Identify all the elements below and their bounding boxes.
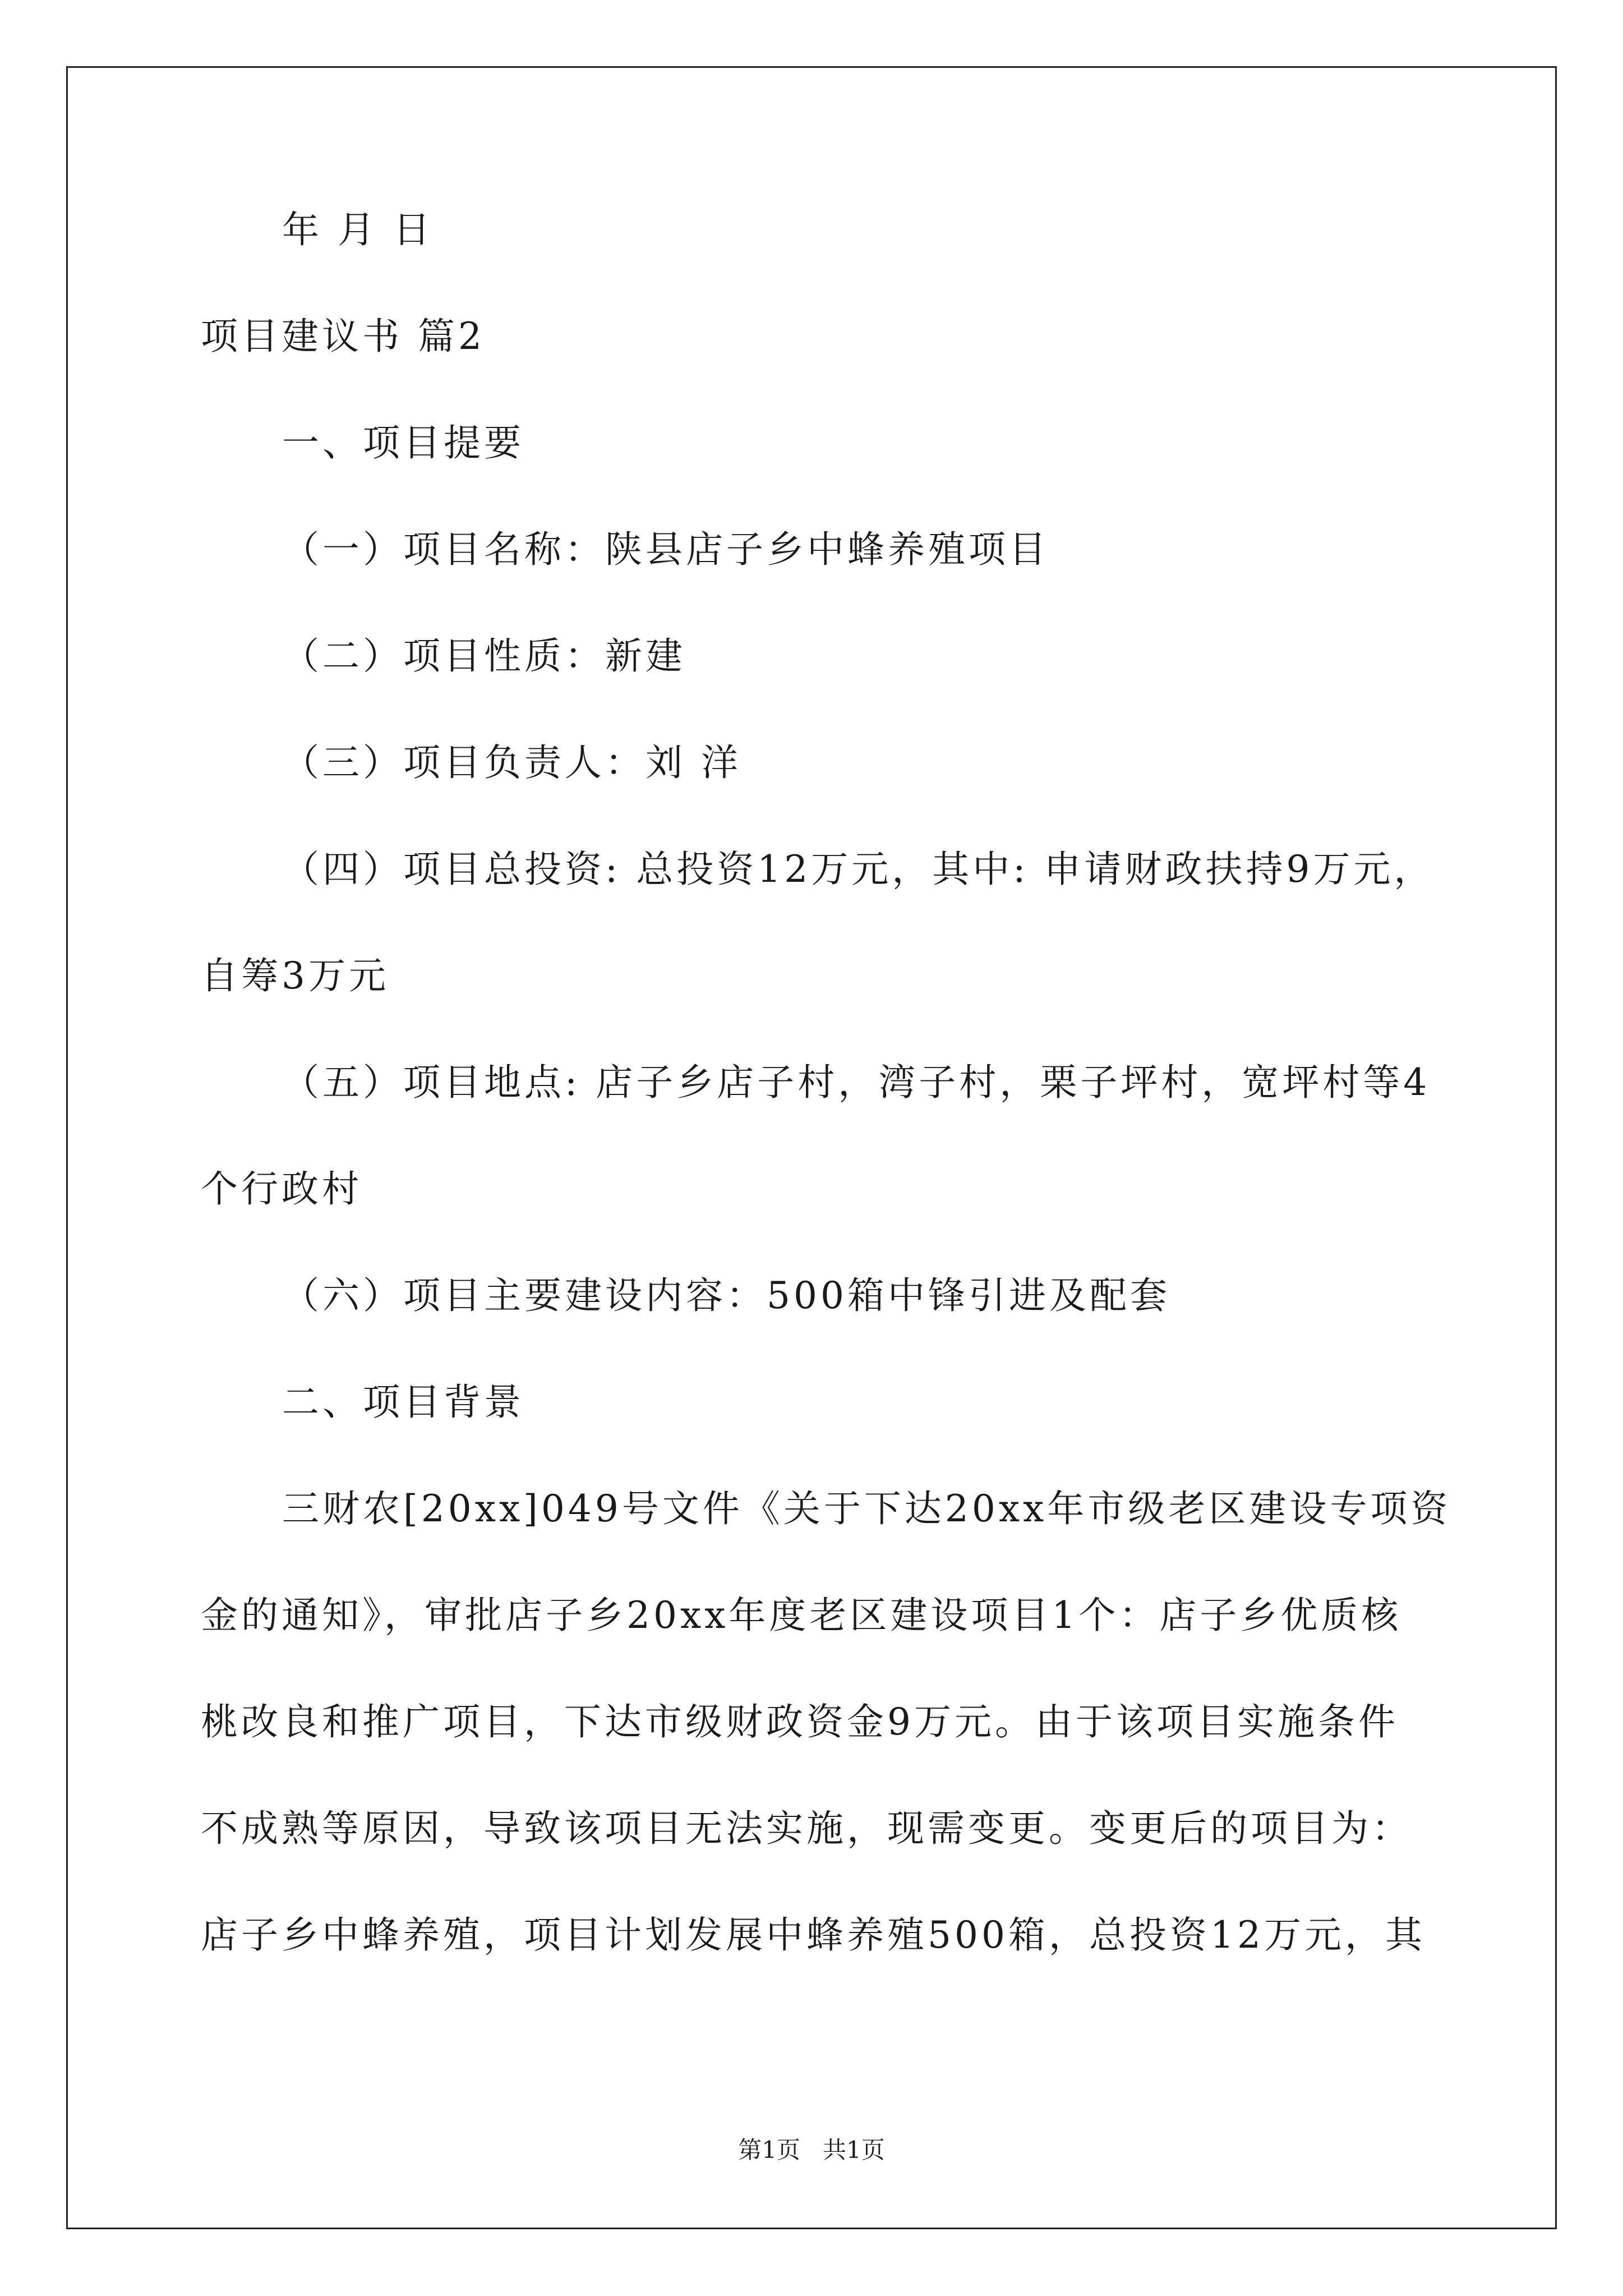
item-investment-line-2: 自筹3万元 [201,954,389,997]
section-heading-2: 二、项目背景 [282,1381,524,1424]
item-project-name: （一）项目名称：陕县店子乡中蜂养殖项目 [282,528,1049,571]
item-construction-content: （六）项目主要建设内容：500箱中锋引进及配套 [282,1274,1170,1317]
background-paragraph-line-3: 桃改良和推广项目，下达市级财政资金9万元。由于该项目实施条件 [201,1700,1399,1743]
background-paragraph-line-5: 店子乡中蜂养殖，项目计划发展中蜂养殖500箱，总投资12万元，其 [201,1913,1426,1957]
document-title: 项目建议书 篇2 [201,315,485,358]
item-project-leader: （三）项目负责人：刘 洋 [282,741,741,784]
background-paragraph-line-4: 不成熟等原因，导致该项目无法实施，现需变更。变更后的项目为： [201,1807,1412,1850]
page-border [66,66,1557,2229]
background-paragraph-line-2: 金的通知》，审批店子乡20xx年度老区建设项目1个：店子乡优质核 [201,1594,1402,1637]
item-location-line-1: （五）项目地点: 店子乡店子村，湾子村，栗子坪村，宽坪村等4 [282,1061,1431,1104]
background-paragraph-line-1: 三财农[20xx]049号文件《关于下达20xx年市级老区建设专项资 [282,1487,1451,1530]
date-line: 年 月 日 [282,208,434,251]
item-location-line-2: 个行政村 [201,1167,362,1211]
page-footer: 第1页 共1页 [738,2136,885,2164]
item-project-nature: （二）项目性质：新建 [282,634,686,678]
section-heading-1: 一、项目提要 [282,421,524,464]
item-investment-line-1: （四）项目总投资: 总投资12万元，其中: 申请财政扶持9万元， [282,848,1435,891]
